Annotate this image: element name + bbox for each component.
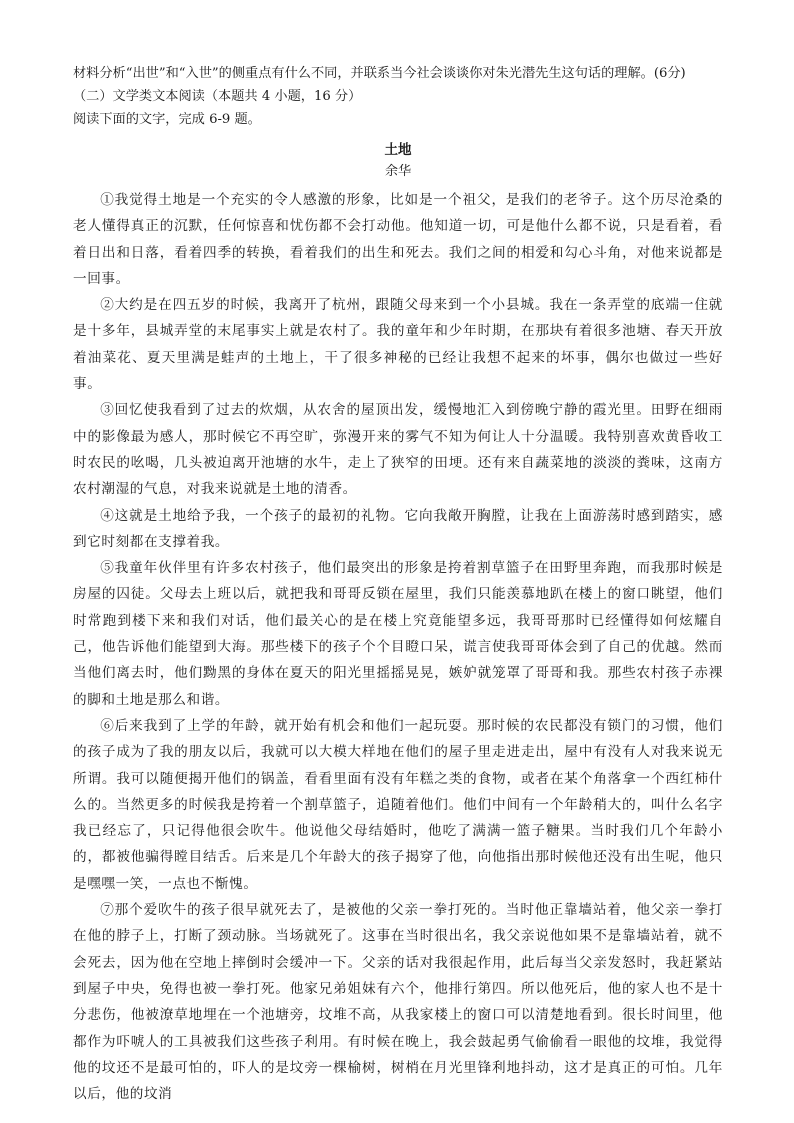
article-title: 土地 [384, 142, 412, 158]
paragraph-5: ⑤我童年伙伴里有许多农村孩子，他们最突出的形象是挎着割草篮子在田野里奔跑，而我那时候是房屋的囚徒。父母去上班以后，就把我和哥哥反锁在屋里，我们只能羡慕地趴在楼上的窗口眺望，他们时常跑到楼下来和我们对话，他们最关心的是在楼上究竟能望多远，我哥哥那时已经懂得如何炫耀自己，他告诉他们能望到大海。那些楼下的孩子个个目瞪口呆，谎言使我哥哥体会到了自己的优越。然而当他们离去时，他们黝黑的身体在夏天的阳光里摇摇晃晃，嫉妒就笼罩了哥哥和我。那些农村孩子赤裸的脚和土地是那么和谐。 [73, 560, 723, 708]
section-heading: （二）文学类文本阅读（本题共 4 小题，16 分） [73, 89, 362, 104]
article-author: 余华 [384, 164, 412, 179]
paragraph-6: ⑥后来我到了上学的年龄，就开始有机会和他们一起玩耍。那时候的农民都没有锁门的习惯，他们的孩子成为了我的朋友以后，我就可以大模大样地在他们的屋子里走进走出，屋中有没有人对我来说无所谓。我可以随便揭开他们的锅盖，看看里面有没有年糕之类的食物，或者在某个角落拿一个西红柿什么的。当然更多的时候我是挎着一个割草篮子，追随着他们。他们中间有一个年龄稍大的，叫什么名字我已经忘了，只记得他很会吹牛。他说他父母结婚时，他吃了满满一篮子糖果。当时我们几个年龄小的，都被他骗得瞠目结舌。后来是几个年龄大的孩子揭穿了他，向他指出那时候他还没有出生呢，他只是嘿嘿一笑，一点也不惭愧。 [73, 717, 723, 892]
section-instruction: 阅读下面的文字，完成 6-9 题。 [73, 112, 261, 127]
paragraph-2: ②大约是在四五岁的时候，我离开了杭州，跟随父母来到一个小县城。我在一条弄堂的底端一住就是十多年，县城弄堂的末尾事实上就是农村了。我的童年和少年时期，在那块有着很多池塘、春天开放着油菜花、夏天里满是蛙声的土地上，干了很多神秘的已经让我想不起来的坏事，偶尔也做过一些好事。 [73, 297, 723, 393]
paragraph-7: ⑦那个爱吹牛的孩子很早就死去了，是被他的父亲一拳打死的。当时他正靠墙站着，他父亲一拳打在他的脖子上，打断了颈动脉。当场就死了。这事在当时很出名，我父亲说他如果不是靠墙站着，就不会死去，因为他在空地上摔倒时会缓冲一下。父亲的话对我很起作用，此后每当父亲发怒时，我赶紧站到屋子中央，免得也被一拳打死。他家兄弟姐妹有六个，他排行第四。所以他死后，他的家人也不是十分悲伤，他被潦草地埋在一个池塘旁，坟堆不高，从我家楼上的窗口可以清楚地看到。很长时间里，他都作为吓唬人的工具被我们这些孩子利用。有时候在晚上，我会鼓起勇气偷偷看一眼他的坟堆，我觉得他的坟还不是最可怕的，吓人的是坟旁一棵榆树，树梢在月光里锋利地抖动，这才是真正的可怕。几年以后，他的坟消 [73, 902, 723, 1103]
paragraph-3: ③回忆使我看到了过去的炊烟，从农舍的屋顶出发，缓慢地汇入到傍晚宁静的霞光里。田野在细雨中的影像最为感人，那时候它不再空旷，弥漫开来的雾气不知为何让人十分温暖。我特别喜欢黄昏收工时农民的吆喝，几头被迫离开池塘的水牛，走上了狭窄的田埂。还有来自蔬菜地的淡淡的粪味，这南方农村潮湿的气息，对我来说就是土地的清香。 [73, 402, 723, 498]
paragraph-4: ④这就是土地给予我，一个孩子的最初的礼物。它向我敞开胸膛，让我在上面游荡时感到踏实，感到它时刻都在支撑着我。 [73, 507, 723, 550]
paragraph-1: ①我觉得土地是一个充实的令人感激的形象，比如是一个祖父，是我们的老爷子。这个历尽沧桑的老人懂得真正的沉默，任何惊喜和忧伤都不会打动他。他知道一切，可是他什么都不说，只是看着，看着日出和日落，看着四季的转换，看着我们的出生和死去。我们之间的相爱和勾心斗角，对他来说都是一回事。 [73, 192, 723, 287]
question-prompt: 材料分析“出世”和“入世”的侧重点有什么不同，并联系当今社会谈谈你对朱光潜先生这句话的理解。(6分) [73, 66, 686, 81]
document-page [73, 62, 723, 1107]
